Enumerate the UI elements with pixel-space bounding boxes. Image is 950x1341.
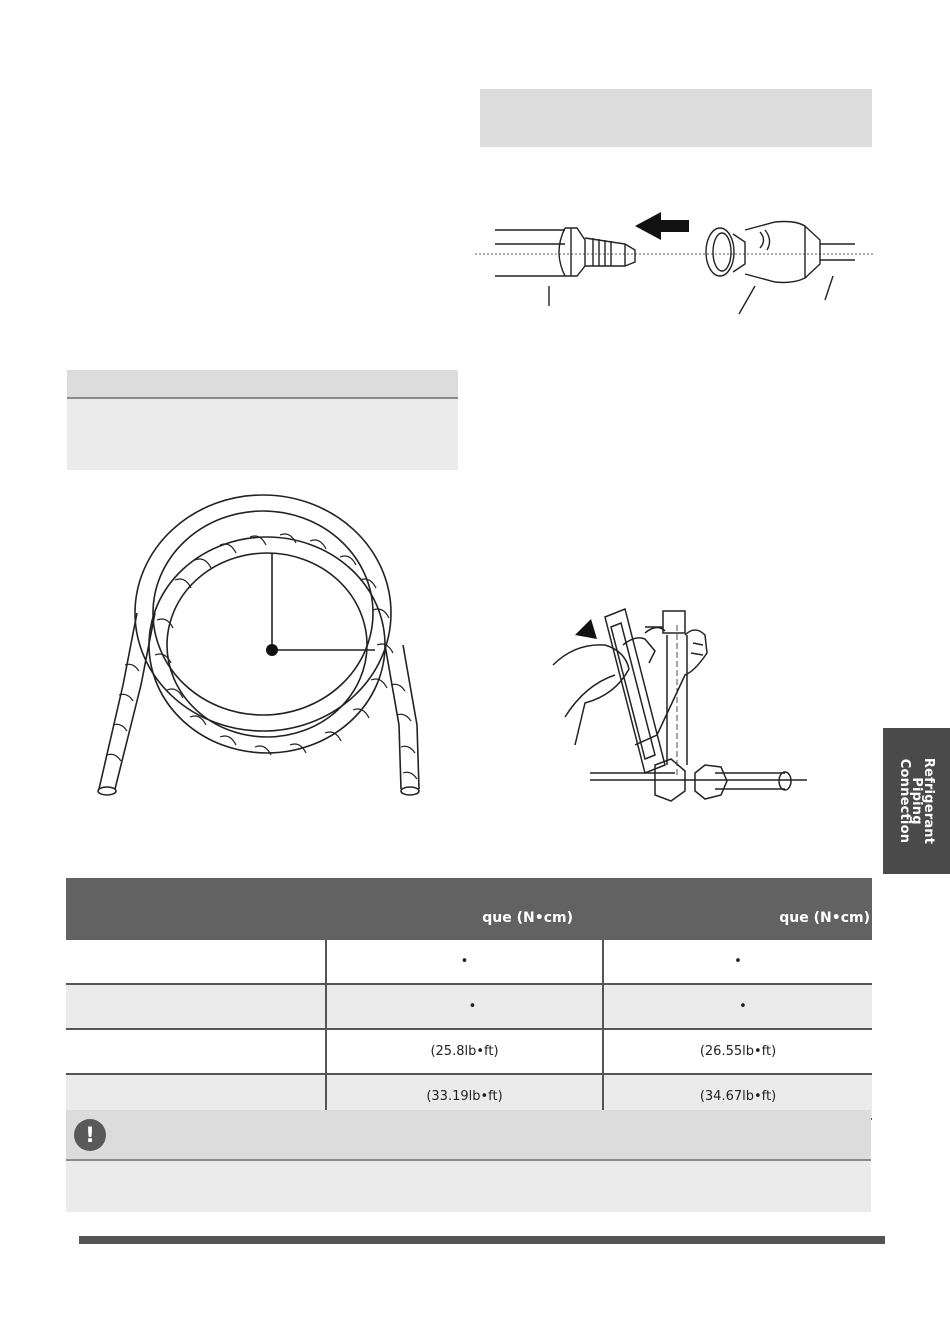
table-cell: (33.19lb•ft) <box>326 1074 603 1119</box>
section-banner <box>480 89 872 147</box>
table-cell <box>66 984 326 1029</box>
table-row <box>66 940 872 984</box>
table-cell: • <box>603 984 872 1029</box>
side-tab-line-3: Connection <box>897 758 913 844</box>
table-cell <box>66 940 326 984</box>
caution-box-header <box>66 1110 871 1161</box>
coiled-pipe-illustration <box>85 485 435 805</box>
side-tab-line-2: Piping <box>909 777 925 825</box>
table-cell: (34.67lb•ft) <box>603 1074 872 1119</box>
wrench-tightening-illustration <box>545 605 810 805</box>
footer-divider <box>79 1236 885 1244</box>
table-header-cell: que (N•cm) <box>603 878 872 940</box>
table-cell: (26.55lb•ft) <box>603 1029 872 1074</box>
table-header-cell <box>66 878 326 940</box>
exclamation-icon: ! <box>74 1119 106 1151</box>
pipe-flare-illustration <box>475 200 875 320</box>
table-cell: (25.8lb•ft) <box>326 1029 603 1074</box>
caution-box <box>66 1110 871 1212</box>
side-tab-line-1: Refrigerant <box>921 757 937 845</box>
table-cell: • <box>326 940 603 984</box>
note-box-header <box>67 370 458 399</box>
table-header-row <box>66 878 872 940</box>
table-cell <box>66 1029 326 1074</box>
table-row <box>66 984 872 1029</box>
torque-table <box>66 878 872 1120</box>
table-cell: • <box>326 984 603 1029</box>
section-side-tab[interactable] <box>883 728 950 874</box>
note-box <box>67 370 458 470</box>
table-row <box>66 1029 872 1074</box>
table-header-cell: que (N•cm) <box>326 878 603 940</box>
table-cell: • <box>603 940 872 984</box>
